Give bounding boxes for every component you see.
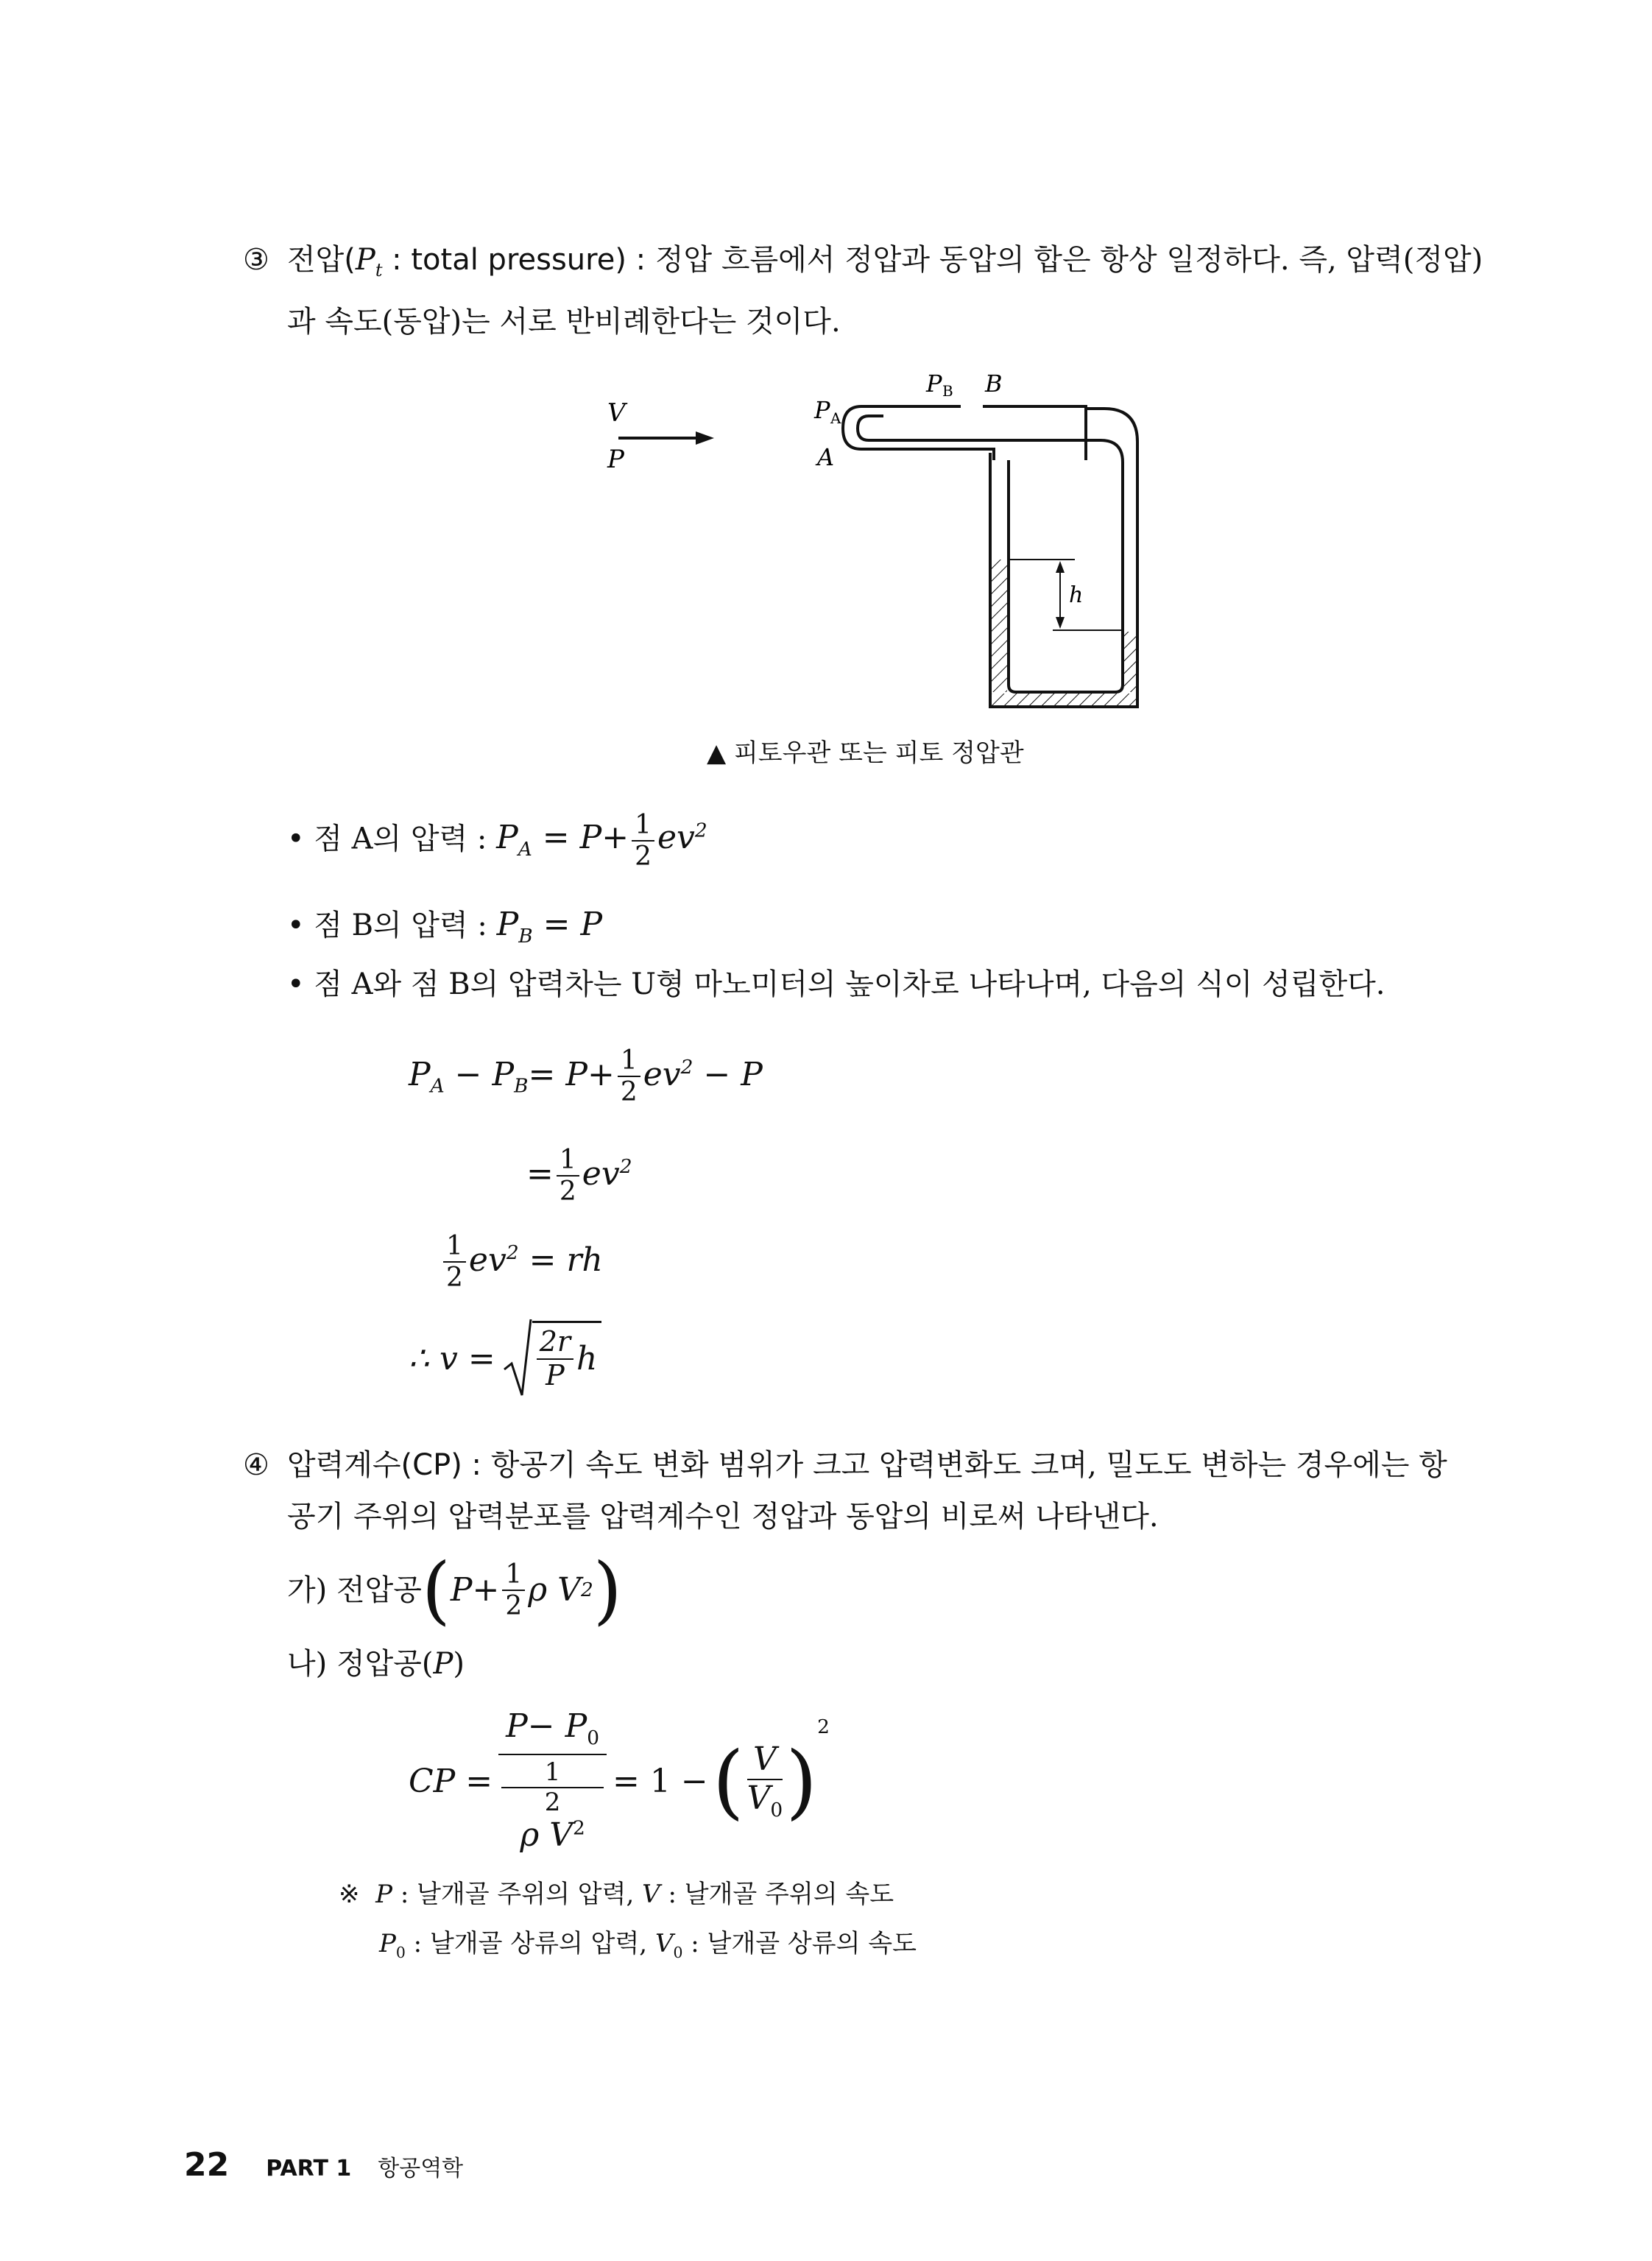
item3-term-rest: : total pressure) :	[382, 243, 646, 277]
item3-text1: 정압 흐름에서 정압과 동압의 합은 항상 일정하다. 즉, 압력(정압)	[646, 243, 1483, 277]
eq4-num: 2r	[537, 1326, 573, 1360]
equation-line-3: $\frac{1}{2}$ $ev^2$ = rh	[440, 1231, 603, 1294]
item4-term: 압력계수(CP) :	[287, 1448, 482, 1482]
eq2-fraction	[557, 1145, 579, 1207]
label-pb-subscript: B	[942, 382, 953, 400]
flow-arrow-head	[696, 431, 714, 445]
item4-text2: 공기 주위의 압력분포를 압력계수인 정압과 동압의 비로써 나타낸다.	[287, 1500, 1159, 1534]
note-line-1	[339, 1874, 894, 1910]
bullet-point-a	[287, 810, 707, 872]
cp-paren-close: )	[786, 1734, 818, 1829]
eq3-num: 1	[443, 1231, 466, 1263]
eq2-sq: 2	[619, 1155, 632, 1179]
label-pb: P	[926, 370, 942, 398]
frac-den: 2	[635, 842, 652, 872]
bullet-point-diff: • 점 A와 점 B의 압력차는 U형 마노미터의 높이차로 나타나며, 다음의 식이 성립한다.	[287, 967, 1386, 1001]
na-label: 나) 정압공(	[287, 1647, 434, 1681]
bullet-a-pa: P	[496, 819, 518, 857]
cp-den-num: 1	[501, 1758, 604, 1788]
footer-chapter: 항공역학	[378, 2156, 464, 2181]
cp-square: 2	[817, 1715, 830, 1738]
eq4-fraction	[537, 1326, 573, 1391]
bullet-point-b	[287, 902, 602, 948]
page-footer	[184, 2146, 463, 2184]
sq-sup: 2	[694, 819, 707, 842]
cp-main-fraction	[498, 1708, 607, 1855]
sqrt-content	[532, 1321, 602, 1391]
equation-line-4	[409, 1318, 601, 1399]
note1-b: : 날개골 주위의 속도	[660, 1880, 894, 1909]
ga-paren-close: )	[593, 1547, 622, 1633]
cp-den-den: 2	[544, 1788, 561, 1818]
manometer-fluid-bottom	[992, 694, 1136, 705]
pitot-outer-right	[990, 409, 1137, 707]
eq3-sq: 2	[506, 1241, 519, 1265]
cp-ratio-den: $V_0$	[746, 1779, 783, 1821]
item4-line2	[243, 1491, 1509, 1542]
eq1-num: 1	[618, 1045, 640, 1077]
manometer-fluid-left	[992, 560, 1007, 692]
height-arrow-top	[1056, 561, 1065, 573]
cp-ratio-num: V	[747, 1741, 783, 1780]
eq2-den: 2	[559, 1177, 576, 1207]
note1-a: : 날개골 주위의 압력,	[392, 1880, 643, 1909]
note-line-2	[379, 1923, 917, 1961]
item3-term	[287, 243, 646, 281]
bullet-b-label: • 점 B의 압력 :	[287, 909, 497, 942]
label-v: V	[607, 398, 626, 428]
label-pa-subscript: A	[830, 409, 841, 427]
cp-equation	[409, 1708, 830, 1855]
u-tube-inner	[1009, 460, 1123, 692]
cp-left: CP =	[409, 1762, 493, 1800]
item4-paragraph	[243, 1439, 1509, 1542]
na-p: P	[433, 1647, 453, 1681]
note1-p: P	[375, 1880, 393, 1909]
na-close: )	[453, 1647, 465, 1681]
bullet-b-equation: $P_B = P$	[496, 906, 603, 948]
cp-ratio-fraction	[747, 1741, 783, 1821]
item3-line2	[243, 296, 1509, 348]
equation-line-1: $P_A - P_B= P+$ $\frac{1}{2}$ $ev^2 - P$	[409, 1045, 763, 1108]
pitot-outer-tube	[843, 406, 994, 460]
ga-paren-open: (	[421, 1547, 451, 1633]
pitot-tube-diagram	[574, 361, 1163, 714]
eq4-den: P	[546, 1358, 565, 1391]
item3-term-label: 전압(	[287, 243, 356, 277]
note-mark: ※	[339, 1880, 360, 1909]
ga-label: 가) 전압공	[287, 1573, 422, 1607]
item3-text2: 과 속도(동압)는 서로 반비례한다는 것이다.	[287, 305, 841, 339]
cp-numerator: $P- P_0$	[498, 1708, 607, 1755]
item3-term-subscript: t	[375, 260, 383, 281]
label-pa: P	[814, 396, 830, 424]
bullet-a-ev	[657, 819, 707, 856]
item4-text1: 항공기 속도 변화 범위가 크고 압력변화도 크며, 밀도도 변하는 경우에는 항	[481, 1448, 1447, 1482]
note2-a: : 날개골 상류의 압력,	[405, 1929, 655, 1958]
eq1-a-sub: A	[430, 1074, 445, 1098]
page-number: 22	[184, 2146, 230, 2184]
footer-part: PART 1	[266, 2156, 352, 2181]
eq3-fraction	[443, 1231, 466, 1294]
eq4-therefore: ∴ v =	[409, 1339, 495, 1378]
sqrt-symbol	[503, 1318, 532, 1399]
bullet-b-sub: B	[518, 924, 533, 948]
equation-line-2: = $\frac{1}{2}$ $ev^2$	[526, 1145, 632, 1207]
cp-equals-one: = 1 −	[613, 1762, 708, 1800]
ga-den: 2	[505, 1591, 523, 1621]
eq4-h: h	[576, 1340, 598, 1378]
frac-num: 1	[632, 810, 654, 842]
label-b: B	[985, 370, 1003, 398]
item4-number: ④	[243, 1448, 269, 1482]
cp-denominator: 1 2 ρ $V^2$	[498, 1755, 607, 1855]
ga-sq: 2	[580, 1579, 593, 1601]
eq2-num: 1	[557, 1145, 579, 1177]
eq3-den: 2	[446, 1263, 463, 1294]
height-arrow-bottom	[1056, 617, 1065, 629]
ga-fraction	[502, 1559, 525, 1622]
item3-term-symbol: P	[355, 243, 375, 277]
bullet-a-fraction	[632, 810, 654, 872]
item4-na	[287, 1638, 465, 1690]
bullet-a-label: • 점 A의 압력 :	[287, 822, 497, 856]
label-h: h	[1069, 582, 1084, 608]
item4-ga	[287, 1547, 622, 1633]
label-p: P	[607, 445, 624, 474]
item3-number: ③	[243, 243, 269, 277]
item3-line1	[243, 234, 1509, 296]
note1-v: V	[642, 1880, 660, 1909]
eq3-rh: = rh	[518, 1241, 603, 1279]
ga-formula: ( P+ $\frac{1}{2}$ ρ V 2 )	[421, 1547, 622, 1633]
ev-text: ev	[657, 819, 695, 857]
pitot-top-wall-right	[983, 406, 1086, 434]
note2-p0: $P_0$	[379, 1929, 406, 1961]
ga-num: 1	[502, 1559, 525, 1591]
eq1-fraction	[618, 1045, 640, 1108]
manometer-fluid-right	[1124, 632, 1136, 692]
note2-v0: $V_0$	[654, 1929, 683, 1961]
cp-paren-open: (	[712, 1734, 744, 1829]
item4-line1	[243, 1439, 1509, 1491]
cp-den-fraction	[501, 1758, 604, 1817]
eq1-sq: 2	[680, 1056, 693, 1079]
label-a: A	[817, 443, 835, 471]
eq1-den: 2	[620, 1077, 638, 1108]
item3-paragraph	[243, 234, 1509, 348]
bullet-a-sub: A	[518, 838, 532, 861]
bullet-a-equation: $P_A = P+$	[496, 819, 629, 861]
note2-b: : 날개골 상류의 속도	[682, 1929, 917, 1958]
diagram-caption: ▲ 피토우관 또는 피토 정압관	[707, 738, 1024, 768]
eq1-b-sub: B	[514, 1074, 529, 1098]
